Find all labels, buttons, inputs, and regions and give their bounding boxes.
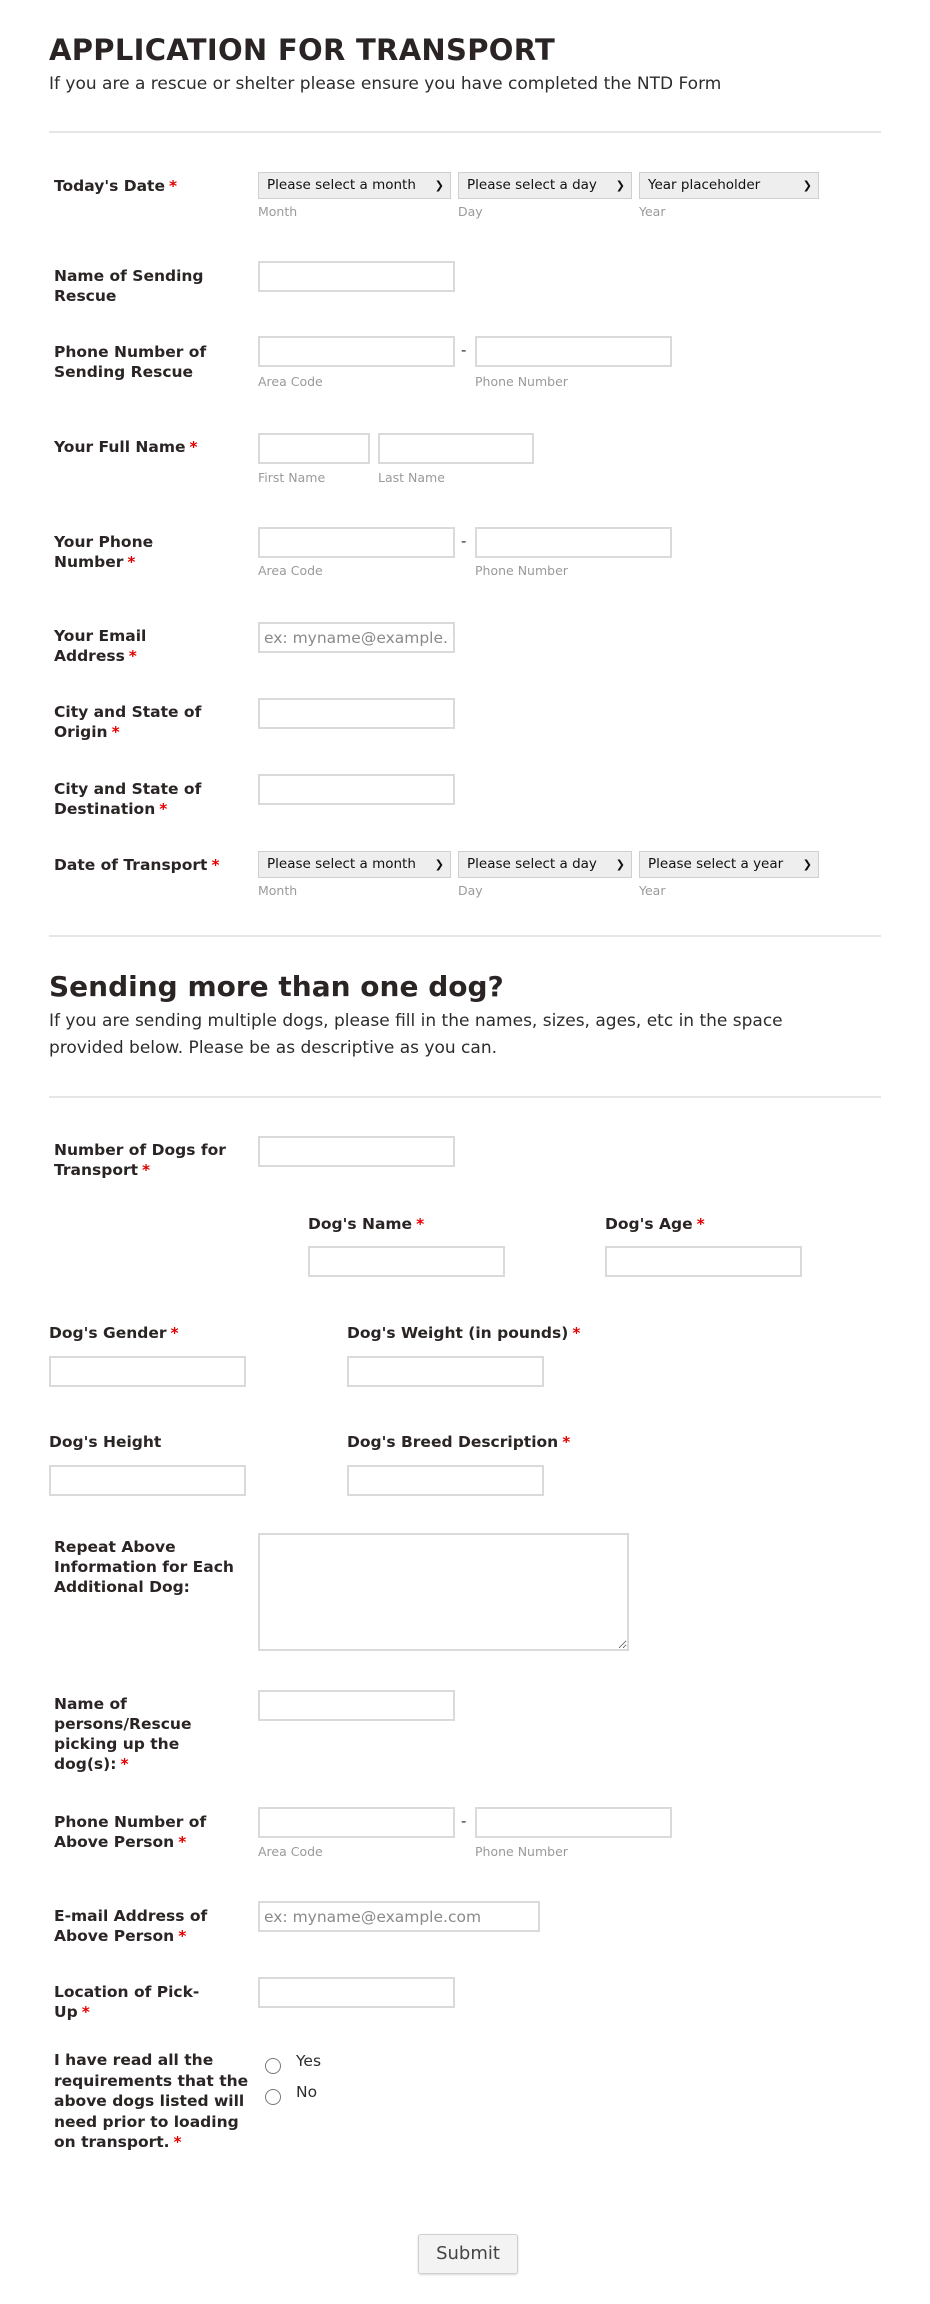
transport-date-label: Date of Transport *	[54, 856, 220, 874]
required-marker: *	[178, 1927, 187, 1945]
sending-rescue-name-label: Name of Sending Rescue	[54, 267, 204, 305]
pickup-location-label: Location of Pick-Up *	[54, 1983, 200, 2021]
required-marker: *	[111, 723, 120, 741]
section-description: If you are sending multiple dogs, please fill in the names, sizes, ages, etc in the space provided below. Please be as descriptive as you can.	[49, 1011, 783, 1058]
pickup-email-label: E-mail Address of Above Person *	[54, 1907, 208, 1945]
pickup-email-input[interactable]	[258, 1901, 540, 1932]
required-marker: *	[142, 1161, 151, 1179]
dog-count-input[interactable]	[258, 1136, 455, 1167]
phone-number-sublabel: Phone Number	[475, 563, 568, 578]
required-marker: *	[81, 2003, 90, 2021]
divider	[49, 131, 881, 133]
transport-date-year-select[interactable]: Please select a year ❯	[639, 851, 819, 878]
required-marker: *	[696, 1215, 705, 1233]
last-name-sublabel: Last Name	[378, 470, 445, 485]
phone-separator: -	[461, 1812, 467, 1830]
required-marker: *	[127, 553, 136, 571]
your-email-input[interactable]	[258, 622, 455, 653]
area-code-sublabel: Area Code	[258, 563, 323, 578]
destination-input[interactable]	[258, 774, 455, 805]
dog-height-input[interactable]	[49, 1465, 246, 1496]
day-sublabel: Day	[458, 204, 483, 219]
todays-date-label: Today's Date *	[54, 177, 178, 195]
dog-name-label: Dog's Name *	[308, 1215, 425, 1233]
chevron-down-icon: ❯	[802, 179, 812, 192]
area-code-sublabel: Area Code	[258, 374, 323, 389]
additional-dogs-label: Repeat Above Information for Each Additional Dog:	[54, 1538, 234, 1596]
dog-gender-input[interactable]	[49, 1356, 246, 1387]
destination-label: City and State of Destination *	[54, 780, 202, 818]
todays-date-month-select[interactable]: Please select a month ❯	[258, 172, 451, 199]
chevron-down-icon: ❯	[615, 179, 625, 192]
phone-separator: -	[461, 532, 467, 550]
month-sublabel: Month	[258, 204, 298, 219]
agreement-no-label[interactable]: No	[296, 2083, 318, 2101]
submit-button[interactable]: Submit	[418, 2234, 518, 2274]
todays-date-year-select[interactable]: Year placeholder ❯	[639, 172, 819, 199]
required-marker: *	[128, 647, 137, 665]
pickup-location-input[interactable]	[258, 1977, 455, 2008]
page-title: APPLICATION FOR TRANSPORT	[49, 33, 556, 67]
divider	[49, 935, 881, 937]
sending-rescue-area-code-input[interactable]	[258, 336, 455, 367]
agreement-yes-label[interactable]: Yes	[296, 2052, 322, 2070]
phone-number-sublabel: Phone Number	[475, 374, 568, 389]
year-sublabel: Year	[639, 883, 666, 898]
first-name-input[interactable]	[258, 433, 370, 464]
full-name-label: Your Full Name *	[54, 438, 198, 456]
dog-age-input[interactable]	[605, 1246, 802, 1277]
origin-input[interactable]	[258, 698, 455, 729]
required-marker: *	[168, 177, 178, 195]
section-title: Sending more than one dog?	[49, 970, 504, 1003]
dog-gender-label: Dog's Gender *	[49, 1324, 179, 1342]
origin-label: City and State of Origin *	[54, 703, 202, 741]
sending-rescue-name-input[interactable]	[258, 261, 455, 292]
dog-age-label: Dog's Age *	[605, 1215, 705, 1233]
required-marker: *	[416, 1215, 425, 1233]
area-code-sublabel: Area Code	[258, 1844, 323, 1859]
divider	[49, 1096, 881, 1098]
pickup-person-phone-label: Phone Number of Above Person *	[54, 1813, 207, 1851]
day-sublabel: Day	[458, 883, 483, 898]
chevron-down-icon: ❯	[615, 858, 625, 871]
required-marker: *	[189, 438, 198, 456]
additional-dogs-textarea[interactable]	[258, 1533, 629, 1651]
required-marker: *	[173, 2133, 182, 2152]
required-marker: *	[562, 1433, 571, 1451]
dog-weight-input[interactable]	[347, 1356, 544, 1387]
chevron-down-icon: ❯	[802, 858, 812, 871]
transport-date-day-select[interactable]: Please select a day ❯	[458, 851, 632, 878]
first-name-sublabel: First Name	[258, 470, 326, 485]
dog-breed-label: Dog's Breed Description *	[347, 1433, 571, 1451]
chevron-down-icon: ❯	[434, 858, 444, 871]
required-marker: *	[120, 1755, 129, 1773]
chevron-down-icon: ❯	[434, 179, 444, 192]
last-name-input[interactable]	[378, 433, 534, 464]
required-marker: *	[170, 1324, 179, 1342]
required-marker: *	[159, 800, 168, 818]
agreement-yes-radio[interactable]	[265, 2058, 281, 2074]
dog-weight-label: Dog's Weight (in pounds) *	[347, 1324, 581, 1342]
month-sublabel: Month	[258, 883, 298, 898]
phone-separator: -	[461, 341, 467, 359]
agreement-label: I have read all the requirements that the above dogs listed will need prior to loading on transport. *	[54, 2051, 249, 2152]
your-phone-number-input[interactable]	[475, 527, 672, 558]
transport-date-month-select[interactable]: Please select a month ❯	[258, 851, 451, 878]
pickup-area-code-input[interactable]	[258, 1807, 455, 1838]
sending-rescue-phone-number-input[interactable]	[475, 336, 672, 367]
required-marker: *	[178, 1833, 187, 1851]
required-marker: *	[572, 1324, 581, 1342]
dog-name-input[interactable]	[308, 1246, 505, 1277]
todays-date-day-select[interactable]: Please select a day ❯	[458, 172, 632, 199]
your-email-label: Your Email Address *	[54, 627, 147, 665]
dog-height-label: Dog's Height	[49, 1433, 162, 1451]
dog-count-label: Number of Dogs for Transport *	[54, 1141, 226, 1179]
pickup-person-name-input[interactable]	[258, 1690, 455, 1721]
page-subtitle: If you are a rescue or shelter please ensure you have completed the NTD Form	[49, 74, 722, 94]
pickup-person-name-label: Name of persons/Rescue picking up the dog(s): *	[54, 1695, 192, 1773]
your-phone-label: Your Phone Number *	[54, 533, 154, 571]
agreement-no-radio[interactable]	[265, 2089, 281, 2105]
pickup-phone-number-input[interactable]	[475, 1807, 672, 1838]
dog-breed-input[interactable]	[347, 1465, 544, 1496]
your-phone-area-code-input[interactable]	[258, 527, 455, 558]
sending-rescue-phone-label: Phone Number of Sending Rescue	[54, 343, 207, 381]
required-marker: *	[211, 856, 220, 874]
phone-number-sublabel: Phone Number	[475, 1844, 568, 1859]
year-sublabel: Year	[639, 204, 666, 219]
